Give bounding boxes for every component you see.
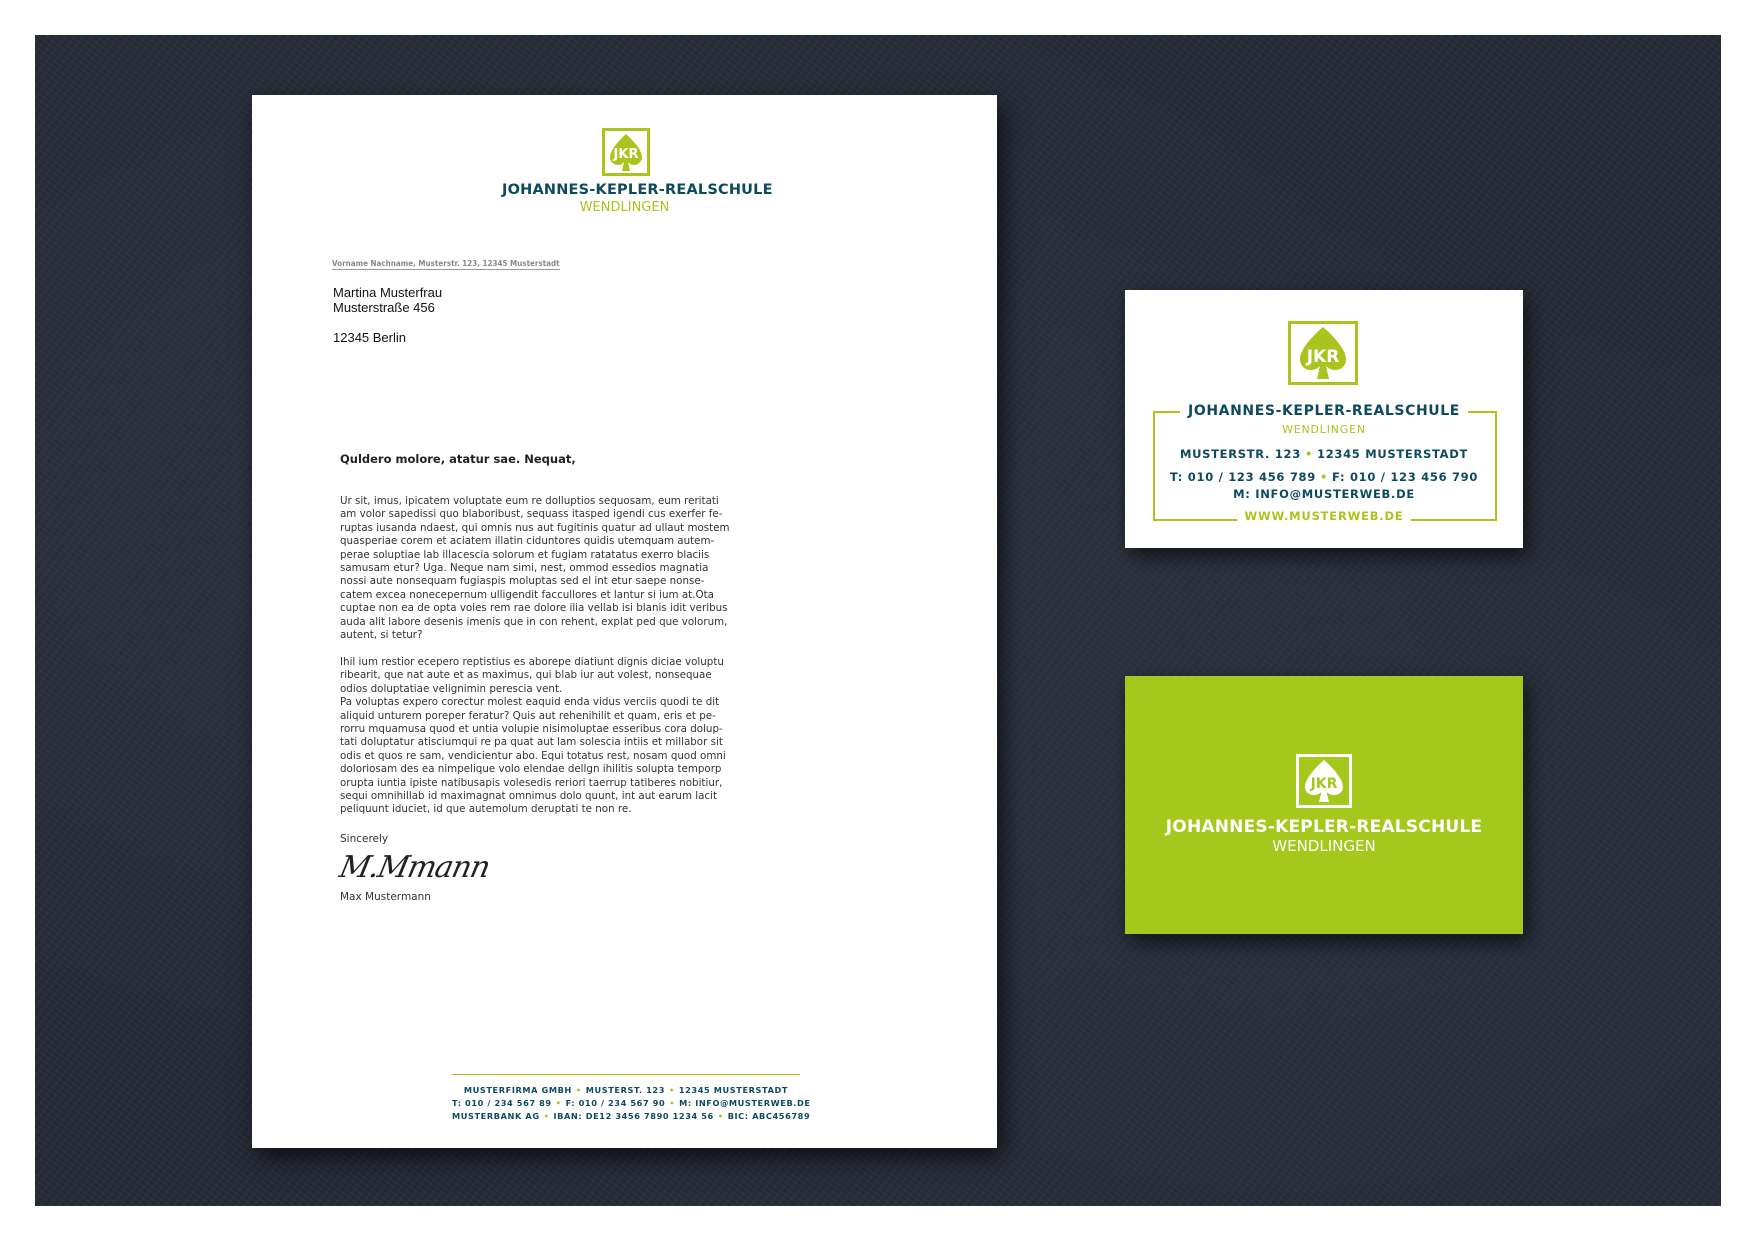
body-line: odios doluptatiae velignimin peresciа vent. bbox=[340, 682, 563, 695]
footer-iban: IBAN: DE12 3456 7890 1234 56 bbox=[553, 1111, 714, 1121]
body-line: cuptae non ea de opta voles rem rae dolore ilia vellab isi blanis idit veribus bbox=[340, 602, 728, 615]
card-phone bbox=[1125, 470, 1523, 484]
body-line: autent, si tetur? bbox=[340, 629, 423, 642]
footer-bic: BIC: ABC456789 bbox=[727, 1111, 811, 1121]
bullet: • bbox=[669, 1098, 676, 1108]
bullet: • bbox=[575, 1085, 582, 1095]
card-school-city: WENDLINGEN bbox=[1282, 423, 1366, 436]
body-line: tati doluptatur atisciumqui re pa quat aut lam solescia intiis et millabor sit bbox=[340, 736, 723, 749]
body-line: ribearit, que nat aute et as maximus, qui blab iur aut volest, nonsequae bbox=[340, 669, 712, 682]
card-back-school-name: JOHANNES-KEPLER-REALSCHULE bbox=[1165, 817, 1483, 837]
business-card-back bbox=[1125, 676, 1523, 934]
card-school-name bbox=[1125, 403, 1523, 419]
svg-text:JKR: JKR bbox=[1306, 347, 1340, 367]
body-line: auda alit labore desenis imenis que in con rehent, explat ped que volorum, bbox=[340, 615, 728, 628]
body-line: rorru mquamusa quod et untia volupie nisimoluptae esseribus cora dolup- bbox=[340, 723, 723, 736]
footer-fax: F: 010 / 234 567 90 bbox=[565, 1098, 666, 1108]
bullet: • bbox=[1319, 470, 1329, 484]
body-line: sequi omnihillab id maximagnat omnimus dolo quunt, int aut earum lacit bbox=[340, 790, 717, 803]
handwritten-signature: M.Mmann bbox=[336, 850, 493, 885]
svg-text:JKR: JKR bbox=[613, 147, 639, 162]
card-school-name-text: JOHANNES-KEPLER-REALSCHULE bbox=[1180, 403, 1468, 419]
business-card-front bbox=[1125, 290, 1523, 548]
body-line: orupta iuntia ipiste natibusapis volesedis reriori taerrup tatiberes nobitiur, bbox=[340, 776, 723, 789]
body-line: quasperiae corem et aciatem illatin ciduntores quidis utemquam autem- bbox=[340, 535, 715, 548]
body-line: Ur sit, imus, ipicatem voluptate eum re dolluptios sequosam, eum reritati bbox=[340, 495, 719, 507]
svg-text:JKR: JKR bbox=[1310, 776, 1338, 792]
card-city: 12345 MUSTERSTADT bbox=[1317, 447, 1469, 461]
footer-phone: T: 010 / 234 567 89 bbox=[452, 1098, 552, 1108]
body-line: aliquid unturem poreper feratur? Quis aut rehenihilit et quam, eris et pe- bbox=[340, 709, 716, 722]
body-line: odis et quos re sam, vendicientur abo. Equi totatus rest, nosam quod omni bbox=[340, 749, 726, 762]
letter-paragraph-2 bbox=[340, 656, 760, 817]
school-city: WENDLINGEN bbox=[579, 200, 670, 215]
body-line: peliquunt iduciet, id que autemolum deruptati te non re. bbox=[340, 803, 632, 816]
recipient-name: Martina Musterfrau bbox=[333, 285, 443, 300]
bullet: • bbox=[555, 1098, 562, 1108]
body-line: samusam etur? Uga. Neque nam simi, nest, ommod essedios magnatia bbox=[340, 562, 709, 575]
school-name: JOHANNES-KEPLER-REALSCHULE bbox=[502, 182, 773, 198]
sender-return-line: Vorname Nachname, Musterstr. 123, 12345 Musterstadt bbox=[332, 259, 560, 268]
card-address bbox=[1125, 447, 1523, 461]
body-line: perae soluptiae lab illacescia solorum et fugiam ratatatus exerro blaciis bbox=[340, 548, 710, 561]
body-line: ruptas iusanda ndaest, qui omnis nus aut fugitinis quatur ad ullaut mostem bbox=[340, 521, 730, 534]
signer-name: Max Mustermann bbox=[340, 891, 431, 903]
bullet: • bbox=[1304, 447, 1313, 461]
recipient-street: Musterstraße 456 bbox=[333, 300, 435, 315]
jkr-spade-logo-icon bbox=[1288, 321, 1358, 385]
footer-divider bbox=[452, 1074, 800, 1075]
footer-bank: MUSTERBANK AG bbox=[452, 1111, 540, 1121]
bullet: • bbox=[543, 1111, 550, 1121]
body-line: Ihil ium restior ecepero reptistius es aborepe diatiunt dignis diciae voluptu bbox=[340, 656, 724, 668]
card-tel: T: 010 / 123 456 789 bbox=[1169, 470, 1316, 484]
letter-paragraph-1 bbox=[340, 495, 760, 642]
bullet: • bbox=[717, 1111, 724, 1121]
body-line: doloriosam des ea nimpelique volo elendae dellgn ihilitis solupta temporp bbox=[340, 763, 722, 776]
body-line: catem excea nonecepernum ulligendit faccullores et lantur si ium at.Ota bbox=[340, 588, 714, 601]
footer-company: MUSTERFIRMA GMBH bbox=[463, 1085, 572, 1095]
footer-bank-line bbox=[452, 1111, 811, 1121]
letterhead-sheet bbox=[252, 95, 997, 1148]
jkr-spade-logo-icon bbox=[1296, 754, 1352, 808]
card-email: M: INFO@MUSTERWEB.DE bbox=[1233, 487, 1415, 501]
footer-company-line bbox=[452, 1085, 800, 1095]
card-back-school-city: WENDLINGEN bbox=[1272, 837, 1376, 855]
body-line: nossi aute nonsequam fugiaspis moluptas sed el int etur saepe nonse- bbox=[340, 575, 705, 588]
footer-contact-line bbox=[452, 1098, 811, 1108]
jkr-spade-logo-icon bbox=[602, 128, 650, 176]
footer-street: MUSTERST. 123 bbox=[585, 1085, 665, 1095]
card-fax: F: 010 / 123 456 790 bbox=[1332, 470, 1479, 484]
card-street: MUSTERSTR. 123 bbox=[1179, 447, 1301, 461]
footer-city: 12345 MUSTERSTADT bbox=[678, 1085, 789, 1095]
body-line: am volor sapedissi quo blaboribust, sequass itasped igendi cus exerfer fe- bbox=[340, 508, 723, 521]
footer-email: M: INFO@MUSTERWEB.DE bbox=[679, 1098, 811, 1108]
card-website bbox=[1125, 509, 1523, 523]
letter-subject: Quldero molore, atatur sae. Nequat, bbox=[340, 452, 576, 466]
body-line: Pa voluptas expero corectur molest eaquid enda vidus verciis quodi te dit bbox=[340, 696, 720, 709]
bullet: • bbox=[669, 1085, 675, 1095]
recipient-city: 12345 Berlin bbox=[333, 330, 406, 345]
letter-closing: Sincerely bbox=[340, 833, 389, 845]
card-website-text: WWW.MUSTERWEB.DE bbox=[1237, 509, 1412, 523]
